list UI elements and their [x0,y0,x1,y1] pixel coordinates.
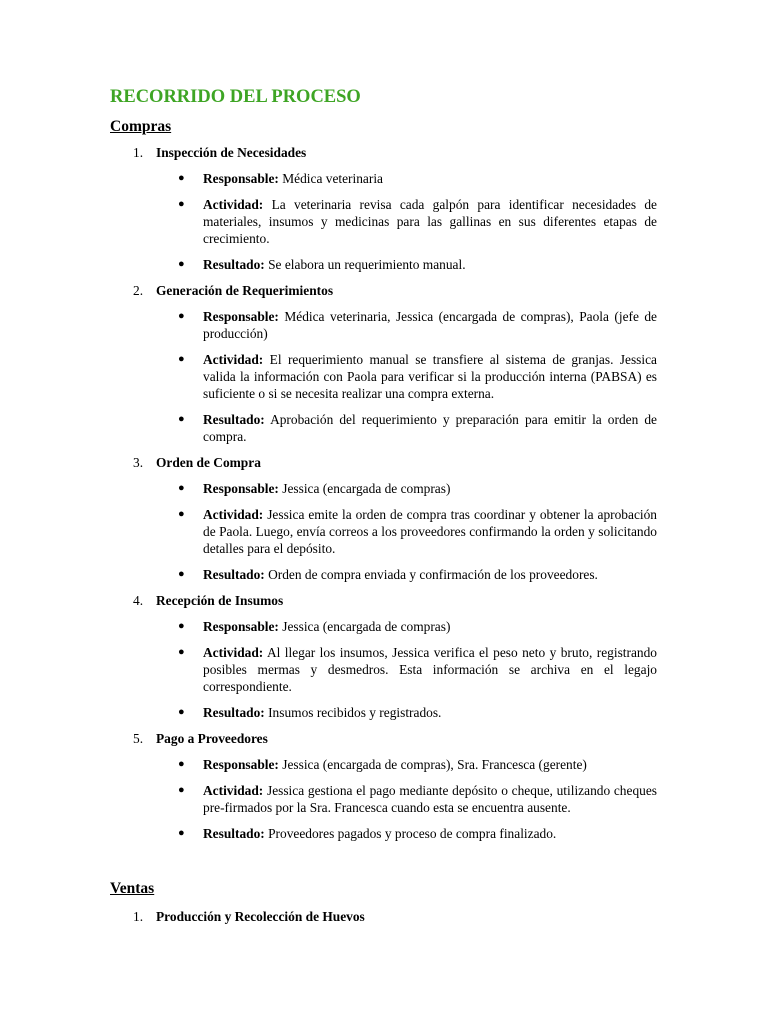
step-number: 3. [133,455,144,470]
detail-text: Médica veterinaria [278,171,383,186]
bullet-icon: ● [178,706,185,718]
bullet-icon: ● [178,198,185,210]
step-heading [0,144,768,161]
bullet-icon: ● [178,353,185,365]
detail-text: Al llegar los insumos, Jessica verifica el peso neto y bruto, registrando posibles mermas y desmedros. Esta información se archiva en el legajo correspondiente. [203,645,657,694]
bullet-icon: ● [178,508,185,520]
detail-text: Jessica (encargada de compras) [278,481,451,496]
process-step [0,454,768,583]
step-number: 2. [133,283,144,298]
step-detail-list [0,480,768,583]
detail-item [178,644,657,695]
ventas-step-list [0,908,768,934]
step-title: Inspección de Necesidades [156,145,307,160]
detail-text: Jessica (encargada de compras), Sra. Francesca (gerente) [278,757,587,772]
detail-item [178,782,657,816]
step-number: 5. [133,731,144,746]
detail-item [178,704,657,721]
detail-label: Actividad: [203,197,264,212]
detail-label: Responsable: [203,309,279,324]
step-heading [0,592,768,609]
detail-item [178,308,657,342]
detail-item [178,351,657,402]
detail-item [178,618,657,635]
step-detail-list [0,618,768,721]
detail-text: Jessica gestiona el pago mediante depósito o cheque, utilizando cheques pre-firmados por la Sra. Francesca cuando esta se encuentra ausente. [203,783,657,815]
detail-label: Actividad: [203,507,264,522]
step-number: 4. [133,593,144,608]
detail-text: Proveedores pagados y proceso de compra finalizado. [264,826,557,841]
step-number: 1. [133,909,144,924]
step-title: Recepción de Insumos [156,593,284,608]
detail-item [178,756,657,773]
step-heading [0,730,768,747]
detail-label: Resultado: [203,705,265,720]
step-detail-list [0,756,768,842]
detail-label: Resultado: [203,412,265,427]
step-title: Pago a Proveedores [156,731,268,746]
bullet-icon: ● [178,568,185,580]
bullet-icon: ● [178,758,185,770]
detail-item [178,196,657,247]
detail-text: Jessica emite la orden de compra tras coordinar y obtener la aprobación de Paola. Luego, envía correos a los proveedores confirmando la orden y solicitando detalles para el depósito. [203,507,657,556]
detail-item [178,506,657,557]
detail-text: La veterinaria revisa cada galpón para identificar necesidades de materiales, insumos y medicinas para las gallinas en sus diferentes etapas de crecimiento. [203,197,657,246]
step-heading [0,908,768,925]
step-title: Producción y Recolección de Huevos [156,909,365,924]
bullet-icon: ● [178,827,185,839]
section-heading-compras: Compras [110,118,172,135]
step-title: Orden de Compra [156,455,261,470]
bullet-icon: ● [178,413,185,425]
detail-item [178,411,657,445]
detail-label: Resultado: [203,567,265,582]
detail-label: Responsable: [203,481,279,496]
detail-text: Orden de compra enviada y confirmación de los proveedores. [264,567,598,582]
detail-label: Responsable: [203,619,279,634]
compras-step-list [0,144,768,851]
detail-label: Actividad: [203,645,264,660]
process-step [0,730,768,842]
step-detail-list [0,170,768,273]
bullet-icon: ● [178,172,185,184]
detail-label: Resultado: [203,257,265,272]
detail-label: Actividad: [203,783,264,798]
detail-text: Se elabora un requerimiento manual. [264,257,466,272]
process-step [0,592,768,721]
detail-item [178,256,657,273]
detail-item [178,480,657,497]
detail-item [178,825,657,842]
bullet-icon: ● [178,482,185,494]
detail-label: Actividad: [203,352,264,367]
bullet-icon: ● [178,620,185,632]
page-title: RECORRIDO DEL PROCESO [110,87,361,107]
section-heading-ventas: Ventas [110,880,155,897]
detail-text: Insumos recibidos y registrados. [264,705,442,720]
detail-label: Responsable: [203,757,279,772]
bullet-icon: ● [178,646,185,658]
detail-text: Médica veterinaria, Jessica (encargada de compras), Paola (jefe de producción) [203,309,657,341]
detail-text: Aprobación del requerimiento y preparación para emitir la orden de compra. [203,412,657,444]
process-step [0,282,768,445]
bullet-icon: ● [178,784,185,796]
detail-item [178,566,657,583]
step-number: 1. [133,145,144,160]
bullet-icon: ● [178,258,185,270]
detail-label: Responsable: [203,171,279,186]
process-step [0,908,768,925]
detail-text: Jessica (encargada de compras) [278,619,451,634]
step-heading [0,282,768,299]
step-detail-list [0,308,768,445]
detail-item [178,170,657,187]
detail-text: El requerimiento manual se transfiere al sistema de granjas. Jessica valida la información con Paola para verificar si la producción interna (PABSA) es suficiente o si se necesita realizar una compra externa. [203,352,657,401]
step-title: Generación de Requerimientos [156,283,334,298]
step-heading [0,454,768,471]
bullet-icon: ● [178,310,185,322]
process-step [0,144,768,273]
detail-label: Resultado: [203,826,265,841]
